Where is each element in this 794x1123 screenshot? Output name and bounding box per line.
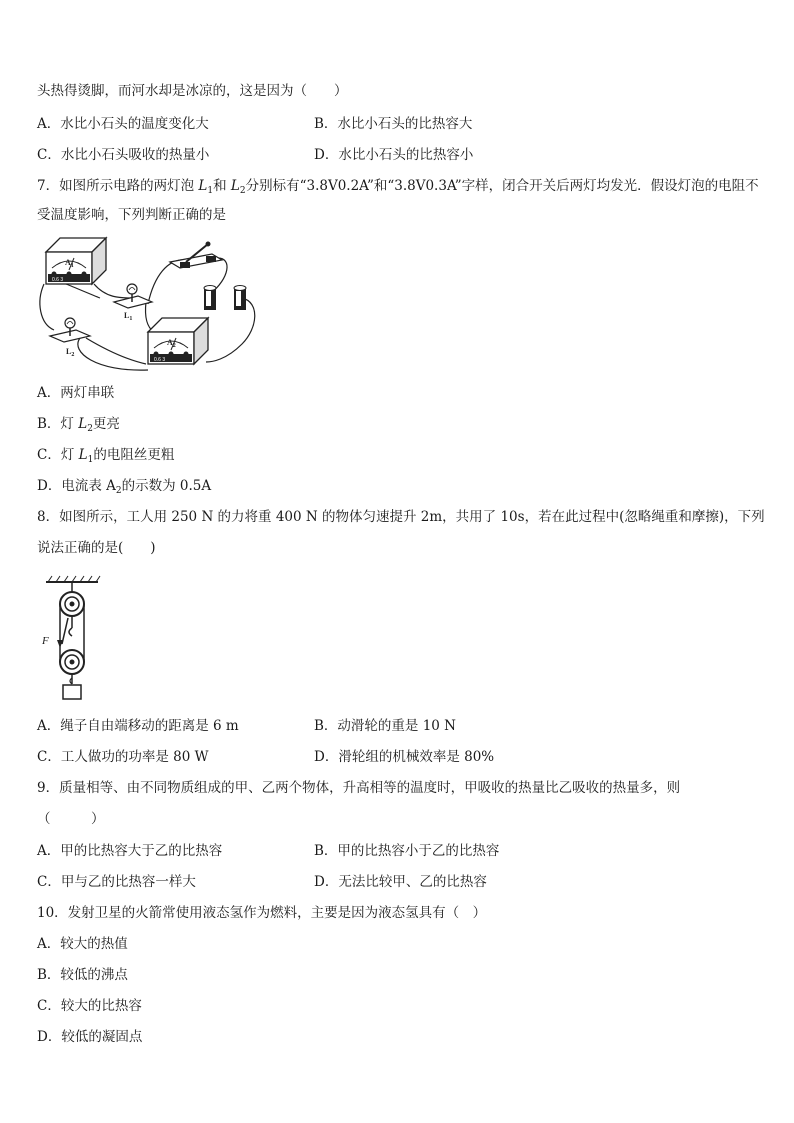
q10-option-b: B．较低的沸点 (37, 967, 128, 983)
q6-option-c: C．水比小石头吸收的热量小 (37, 147, 210, 163)
q8-option-a: A．绳子自由端移动的距离是 6 m (37, 718, 239, 734)
q9-option-a: A．甲的比热容大于乙的比热容 (37, 843, 223, 859)
q8-pulley-figure (40, 574, 110, 704)
q10-option-c: C．较大的比热容 (37, 998, 142, 1014)
svg-text:A1: $A_1$ (65, 258, 74, 269)
q8-stem-line2: 说法正确的是( ) (37, 540, 156, 556)
q7-option-c: C．灯 $L_1$的电阻丝更粗 (37, 447, 175, 465)
q10-option-a: A．较大的热值 (37, 936, 128, 952)
q6-option-a: A．水比小石头的温度变化大 (37, 116, 209, 132)
q7-option-b: B．灯 $L_2$更亮 (37, 416, 120, 434)
q9-option-c: C．甲与乙的比热容一样大 (37, 874, 196, 890)
svg-text:0.6 3: 0.6 3 (52, 277, 64, 283)
q9-option-b: B．甲的比热容小于乙的比热容 (314, 843, 500, 859)
switch (170, 242, 222, 269)
q9-stem-line2: （ ） (37, 811, 105, 827)
q8-stem-line1: 8．如图所示，工人用 250 N 的力将重 400 N 的物体匀速提升 2m，共用了 10s，若在此过程中(忽略绳重和摩擦)，下列 (37, 509, 765, 525)
q8-option-b: B．动滑轮的重是 10 N (314, 718, 456, 734)
q10-stem: 10．发射卫星的火箭常使用液态氢作为燃料，主要是因为液态氢具有（ ） (37, 905, 487, 921)
load-block (63, 685, 81, 699)
ammeter-a1 (46, 238, 106, 284)
q9-option-d: D．无法比较甲、乙的比热容 (314, 874, 487, 890)
q7-stem-line1: 7．如图所示电路的两灯泡 $L_1$和 $L_2$分别标有“3.8V0.2A”和“3.8V0.3A”字样，闭合开关后两灯均发光．假设灯泡的电阻不 (37, 178, 759, 196)
q8-option-d: D．滑轮组的机械效率是 80% (314, 749, 495, 765)
q6-stem: 头热得烫脚，而河水却是冰凉的，这是因为（ ） (37, 83, 348, 99)
q7-option-a: A．两灯串联 (37, 385, 115, 401)
battery-2 (234, 286, 246, 311)
ammeter-a2 (148, 318, 208, 364)
svg-text:F: F (42, 635, 49, 647)
q8-option-c: C．工人做功的功率是 80 W (37, 749, 209, 765)
q7-option-d: D．电流表 $A_2$的示数为 0.5A (37, 478, 212, 496)
moving-pulley (60, 650, 84, 674)
q7-circuit-figure (36, 232, 262, 374)
q7-stem-line2: 受温度影响，下列判断正确的是 (37, 207, 226, 223)
fixed-pulley (60, 592, 84, 616)
battery-1 (204, 286, 216, 311)
q6-option-b: B．水比小石头的比热容大 (314, 116, 473, 132)
q9-stem-line1: 9．质量相等、由不同物质组成的甲、乙两个物体，升高相等的温度时，甲吸收的热量比乙吸收的热量多，则 (37, 780, 681, 796)
svg-text:L2: $L_2$ (66, 347, 75, 358)
svg-text:A2: $A_2$ (167, 338, 176, 349)
q6-option-d: D．水比小石头的比热容小 (314, 147, 474, 163)
svg-text:L1: $L_1$ (124, 311, 133, 322)
svg-text:0.6 3: 0.6 3 (154, 357, 166, 363)
lamp-l2 (50, 318, 90, 358)
q10-option-d: D．较低的凝固点 (37, 1029, 143, 1045)
